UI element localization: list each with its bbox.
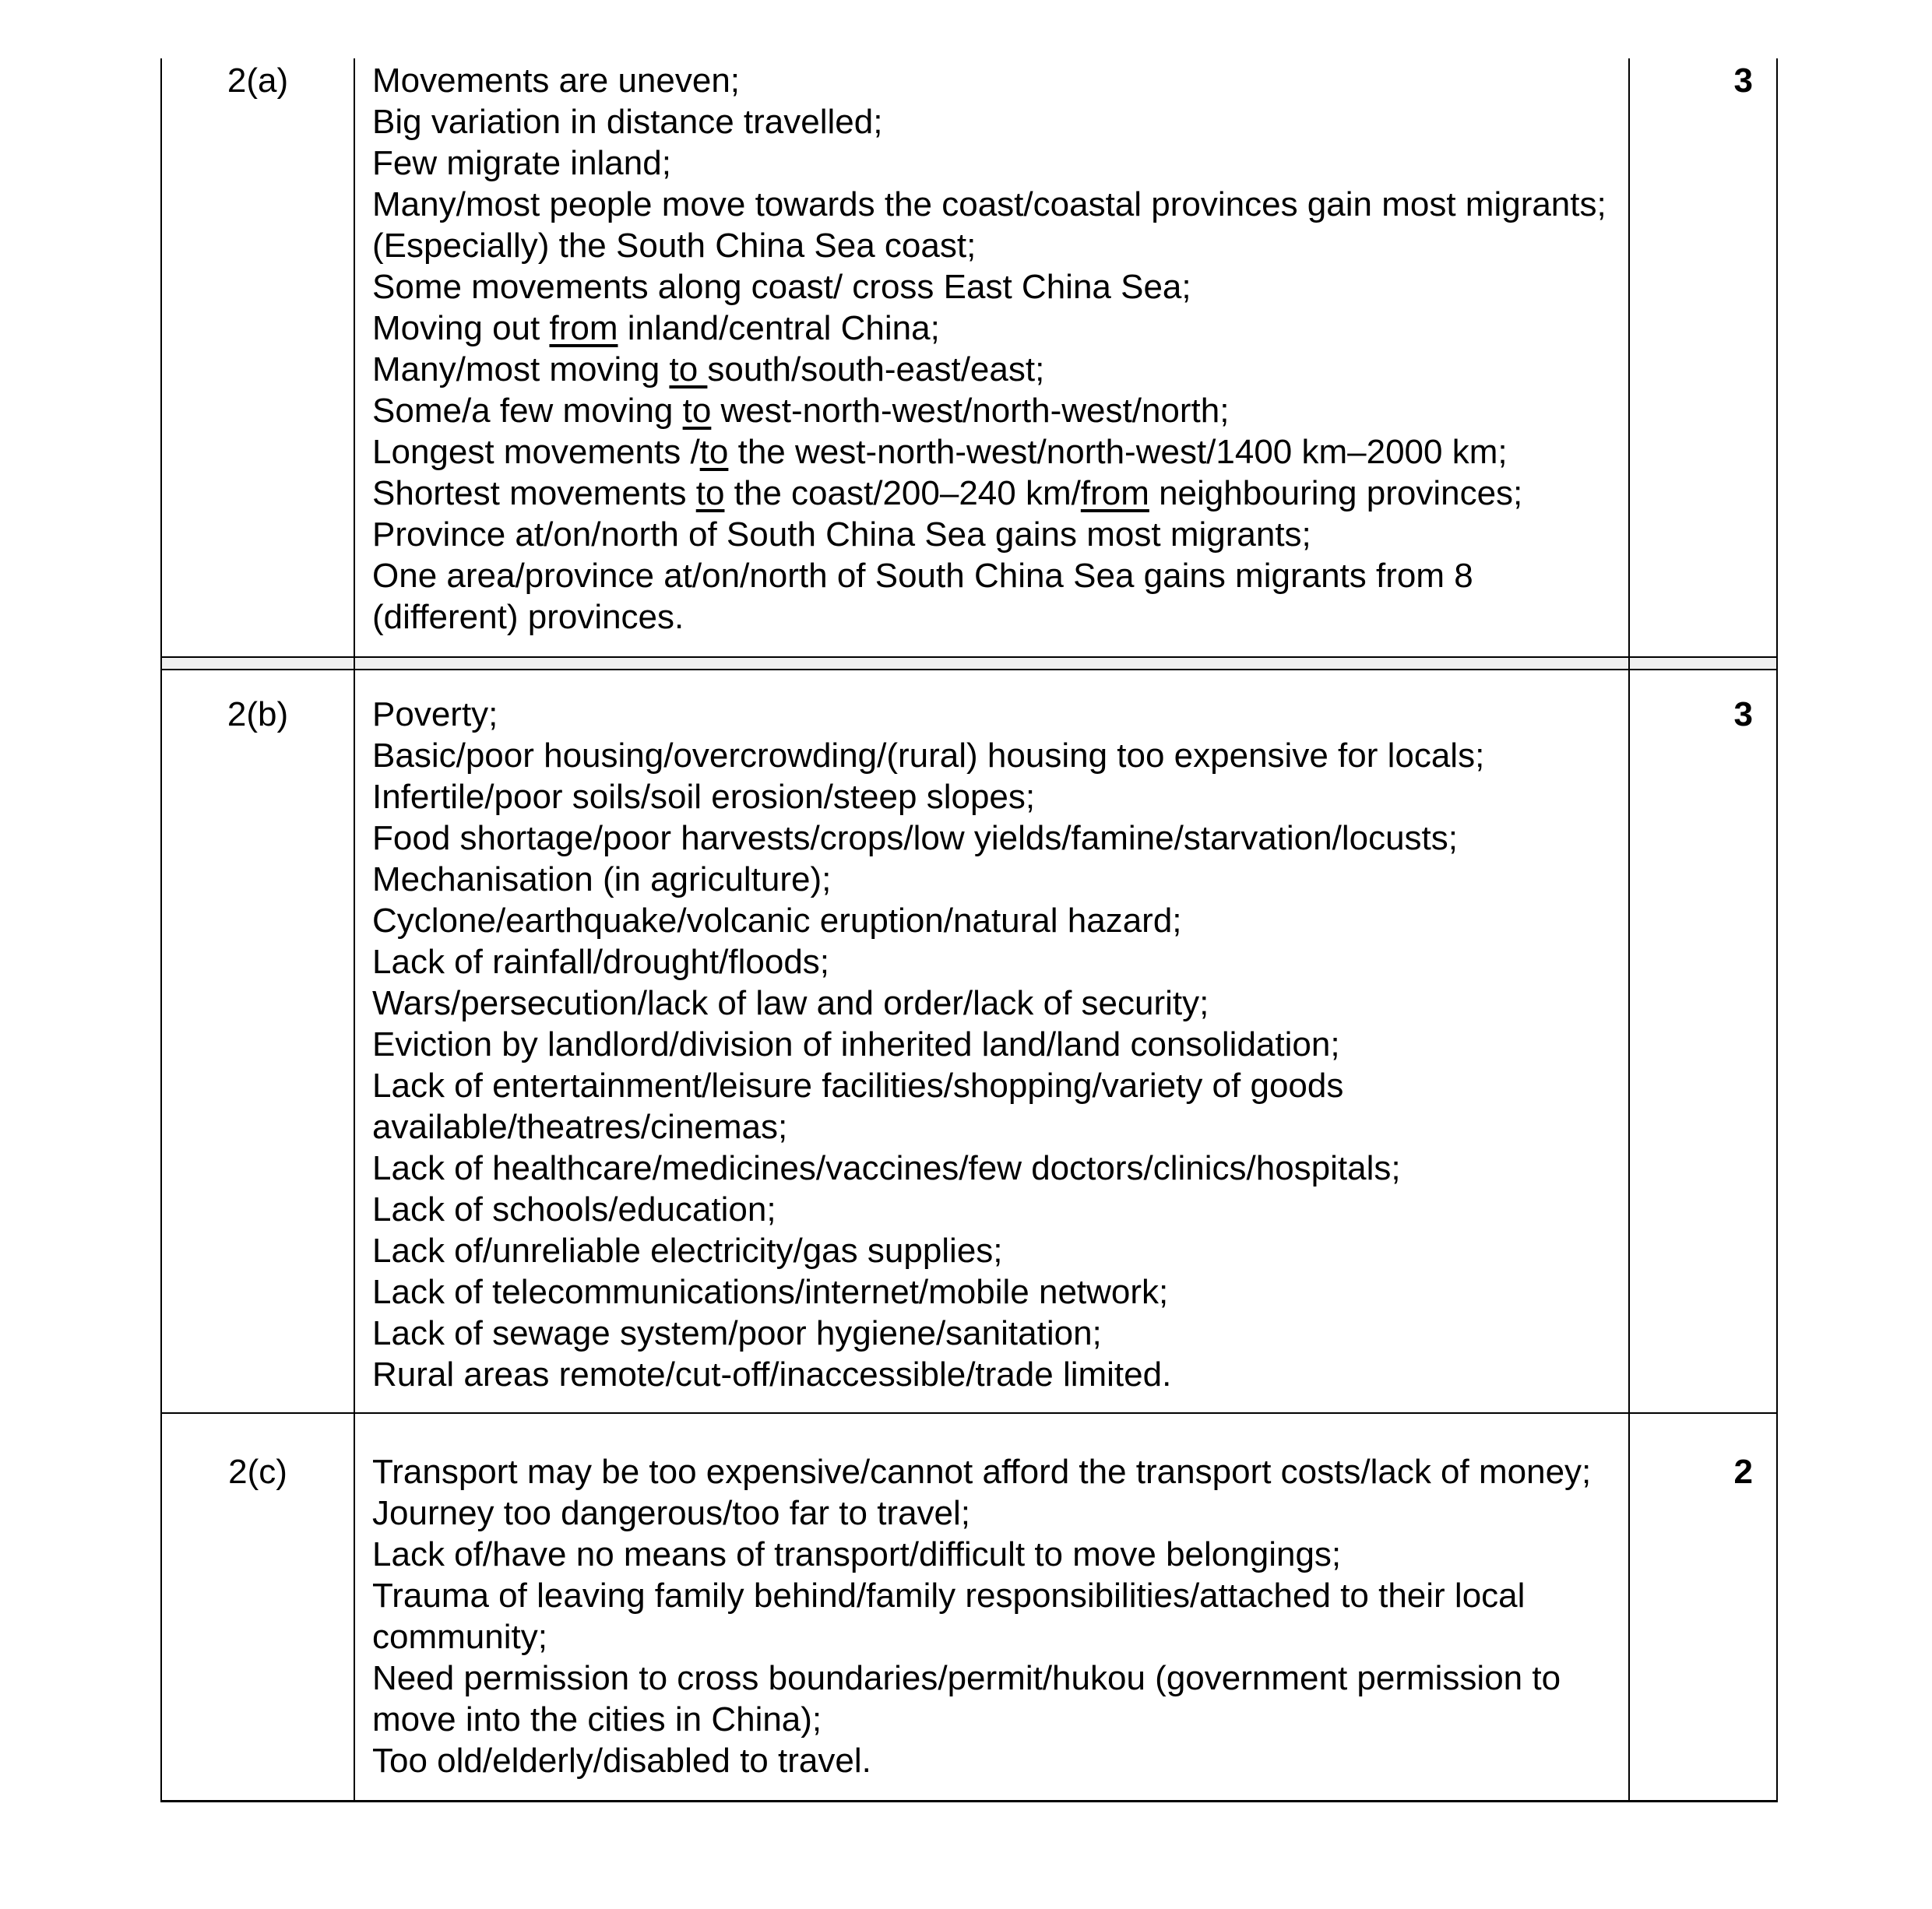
table-row-2c bbox=[161, 1413, 1777, 1802]
answer-line bbox=[372, 1189, 1613, 1230]
answer-cell bbox=[354, 1413, 1629, 1802]
answer-text: Lack of/unreliable electricity/gas supplies; bbox=[372, 1232, 1003, 1270]
answer-text: Too old/elderly/disabled to travel. bbox=[372, 1742, 871, 1780]
answer-line bbox=[372, 266, 1613, 308]
answer-line bbox=[372, 941, 1613, 983]
underlined-keyword: to bbox=[695, 474, 725, 512]
answer-text: Trauma of leaving family behind/family responsibilities/attached to their local community; bbox=[372, 1577, 1526, 1656]
answer-text: Lack of entertainment/leisure facilities/shopping/variety of goods available/theatres/cinemas; bbox=[372, 1067, 1344, 1146]
answer-line bbox=[372, 735, 1613, 776]
answer-cell bbox=[354, 670, 1629, 1413]
answer-text: Many/most moving bbox=[372, 350, 670, 388]
answer-line bbox=[372, 1065, 1613, 1148]
answer-text: Basic/poor housing/overcrowding/(rural) housing too expensive for locals; bbox=[372, 737, 1485, 775]
underlined-keyword: to bbox=[699, 433, 729, 471]
answer-line bbox=[372, 60, 1613, 101]
answer-text: Moving out bbox=[372, 309, 550, 347]
marks-value: 3 bbox=[1629, 670, 1777, 1413]
answer-line bbox=[372, 1024, 1613, 1065]
answer-text: Big variation in distance travelled; bbox=[372, 103, 883, 141]
underlined-keyword: from bbox=[549, 309, 618, 347]
mark-scheme-table bbox=[160, 58, 1778, 1802]
answer-text: west-north-west/north-west/north; bbox=[711, 392, 1230, 430]
answer-line bbox=[372, 349, 1613, 390]
underlined-keyword: to bbox=[682, 392, 712, 430]
answer-text: Rural areas remote/cut-off/inaccessible/trade limited. bbox=[372, 1355, 1172, 1394]
answer-text: Longest movements / bbox=[372, 433, 700, 471]
question-number: 2(b) bbox=[161, 670, 354, 1413]
answer-line bbox=[372, 473, 1613, 514]
answer-text: Lack of healthcare/medicines/vaccines/few doctors/clinics/hospitals; bbox=[372, 1149, 1401, 1187]
answer-line bbox=[372, 431, 1613, 473]
answer-line bbox=[372, 514, 1613, 555]
answer-text: Lack of schools/education; bbox=[372, 1190, 776, 1229]
answer-line bbox=[372, 184, 1613, 225]
answer-text: Need permission to cross boundaries/permit/hukou (government permission to move into the cities in China); bbox=[372, 1659, 1561, 1738]
answer-line bbox=[372, 142, 1613, 184]
answer-text: Transport may be too expensive/cannot afford the transport costs/lack of money; bbox=[372, 1453, 1592, 1491]
answer-line bbox=[372, 555, 1613, 638]
answer-line bbox=[372, 1451, 1613, 1492]
answer-text: Many/most people move towards the coast/coastal provinces gain most migrants; bbox=[372, 185, 1606, 223]
answer-line bbox=[372, 1575, 1613, 1658]
answer-text: the west-north-west/north-west/1400 km–2000 km; bbox=[728, 433, 1508, 471]
answer-list bbox=[372, 1451, 1613, 1781]
answer-line bbox=[372, 859, 1613, 900]
answer-line bbox=[372, 1313, 1613, 1354]
table-row-2b bbox=[161, 670, 1777, 1413]
answer-text: neighbouring provinces; bbox=[1149, 474, 1523, 512]
answer-text: Mechanisation (in agriculture); bbox=[372, 860, 832, 898]
answer-text: Lack of/have no means of transport/difficult to move belongings; bbox=[372, 1535, 1342, 1573]
answer-line bbox=[372, 308, 1613, 349]
answer-line bbox=[372, 694, 1613, 735]
answer-line bbox=[372, 1148, 1613, 1189]
answer-line bbox=[372, 225, 1613, 266]
answer-line bbox=[372, 1354, 1613, 1395]
answer-line bbox=[372, 776, 1613, 817]
answer-text: inland/central China; bbox=[618, 309, 940, 347]
answer-text: Lack of telecommunications/internet/mobile network; bbox=[372, 1273, 1169, 1311]
answer-line bbox=[372, 1230, 1613, 1271]
question-number: 2(c) bbox=[161, 1413, 354, 1802]
answer-text: Movements are uneven; bbox=[372, 62, 741, 100]
answer-line bbox=[372, 900, 1613, 941]
answer-line bbox=[372, 390, 1613, 431]
answer-text: Shortest movements bbox=[372, 474, 696, 512]
answer-line bbox=[372, 1534, 1613, 1575]
answer-text: Few migrate inland; bbox=[372, 144, 671, 182]
answer-line bbox=[372, 1740, 1613, 1781]
answer-list bbox=[372, 60, 1613, 638]
answer-text: Wars/persecution/lack of law and order/lack of security; bbox=[372, 984, 1209, 1022]
marks-value: 3 bbox=[1629, 58, 1777, 657]
answer-text: Poverty; bbox=[372, 695, 498, 733]
question-number: 2(a) bbox=[161, 58, 354, 657]
answer-text: Lack of sewage system/poor hygiene/sanitation; bbox=[372, 1314, 1102, 1352]
answer-line bbox=[372, 983, 1613, 1024]
answer-text: One area/province at/on/north of South China Sea gains migrants from 8 (different) provinces. bbox=[372, 557, 1473, 636]
answer-list bbox=[372, 694, 1613, 1395]
answer-text: Journey too dangerous/too far to travel; bbox=[372, 1494, 971, 1532]
answer-text: Infertile/poor soils/soil erosion/steep slopes; bbox=[372, 778, 1036, 816]
answer-line bbox=[372, 101, 1613, 142]
answer-line bbox=[372, 817, 1613, 859]
answer-text: Some movements along coast/ cross East China Sea; bbox=[372, 268, 1191, 306]
answer-text: the coast/200–240 km/ bbox=[724, 474, 1081, 512]
answer-cell bbox=[354, 58, 1629, 657]
answer-text: south/south-east/east; bbox=[707, 350, 1045, 388]
answer-line bbox=[372, 1271, 1613, 1313]
underlined-keyword: to bbox=[669, 350, 708, 388]
answer-line bbox=[372, 1658, 1613, 1740]
answer-text: Cyclone/earthquake/volcanic eruption/natural hazard; bbox=[372, 902, 1182, 940]
answer-text: Lack of rainfall/drought/floods; bbox=[372, 943, 830, 981]
row-separator bbox=[161, 657, 1777, 670]
table-row-2a bbox=[161, 58, 1777, 657]
marks-value: 2 bbox=[1629, 1413, 1777, 1802]
answer-text: (Especially) the South China Sea coast; bbox=[372, 227, 977, 265]
answer-text: Some/a few moving bbox=[372, 392, 683, 430]
answer-text: Food shortage/poor harvests/crops/low yields/famine/starvation/locusts; bbox=[372, 819, 1458, 857]
answer-text: Province at/on/north of South China Sea gains most migrants; bbox=[372, 515, 1311, 554]
underlined-keyword: from bbox=[1080, 474, 1149, 512]
answer-text: Eviction by landlord/division of inherited land/land consolidation; bbox=[372, 1025, 1340, 1063]
answer-line bbox=[372, 1492, 1613, 1534]
